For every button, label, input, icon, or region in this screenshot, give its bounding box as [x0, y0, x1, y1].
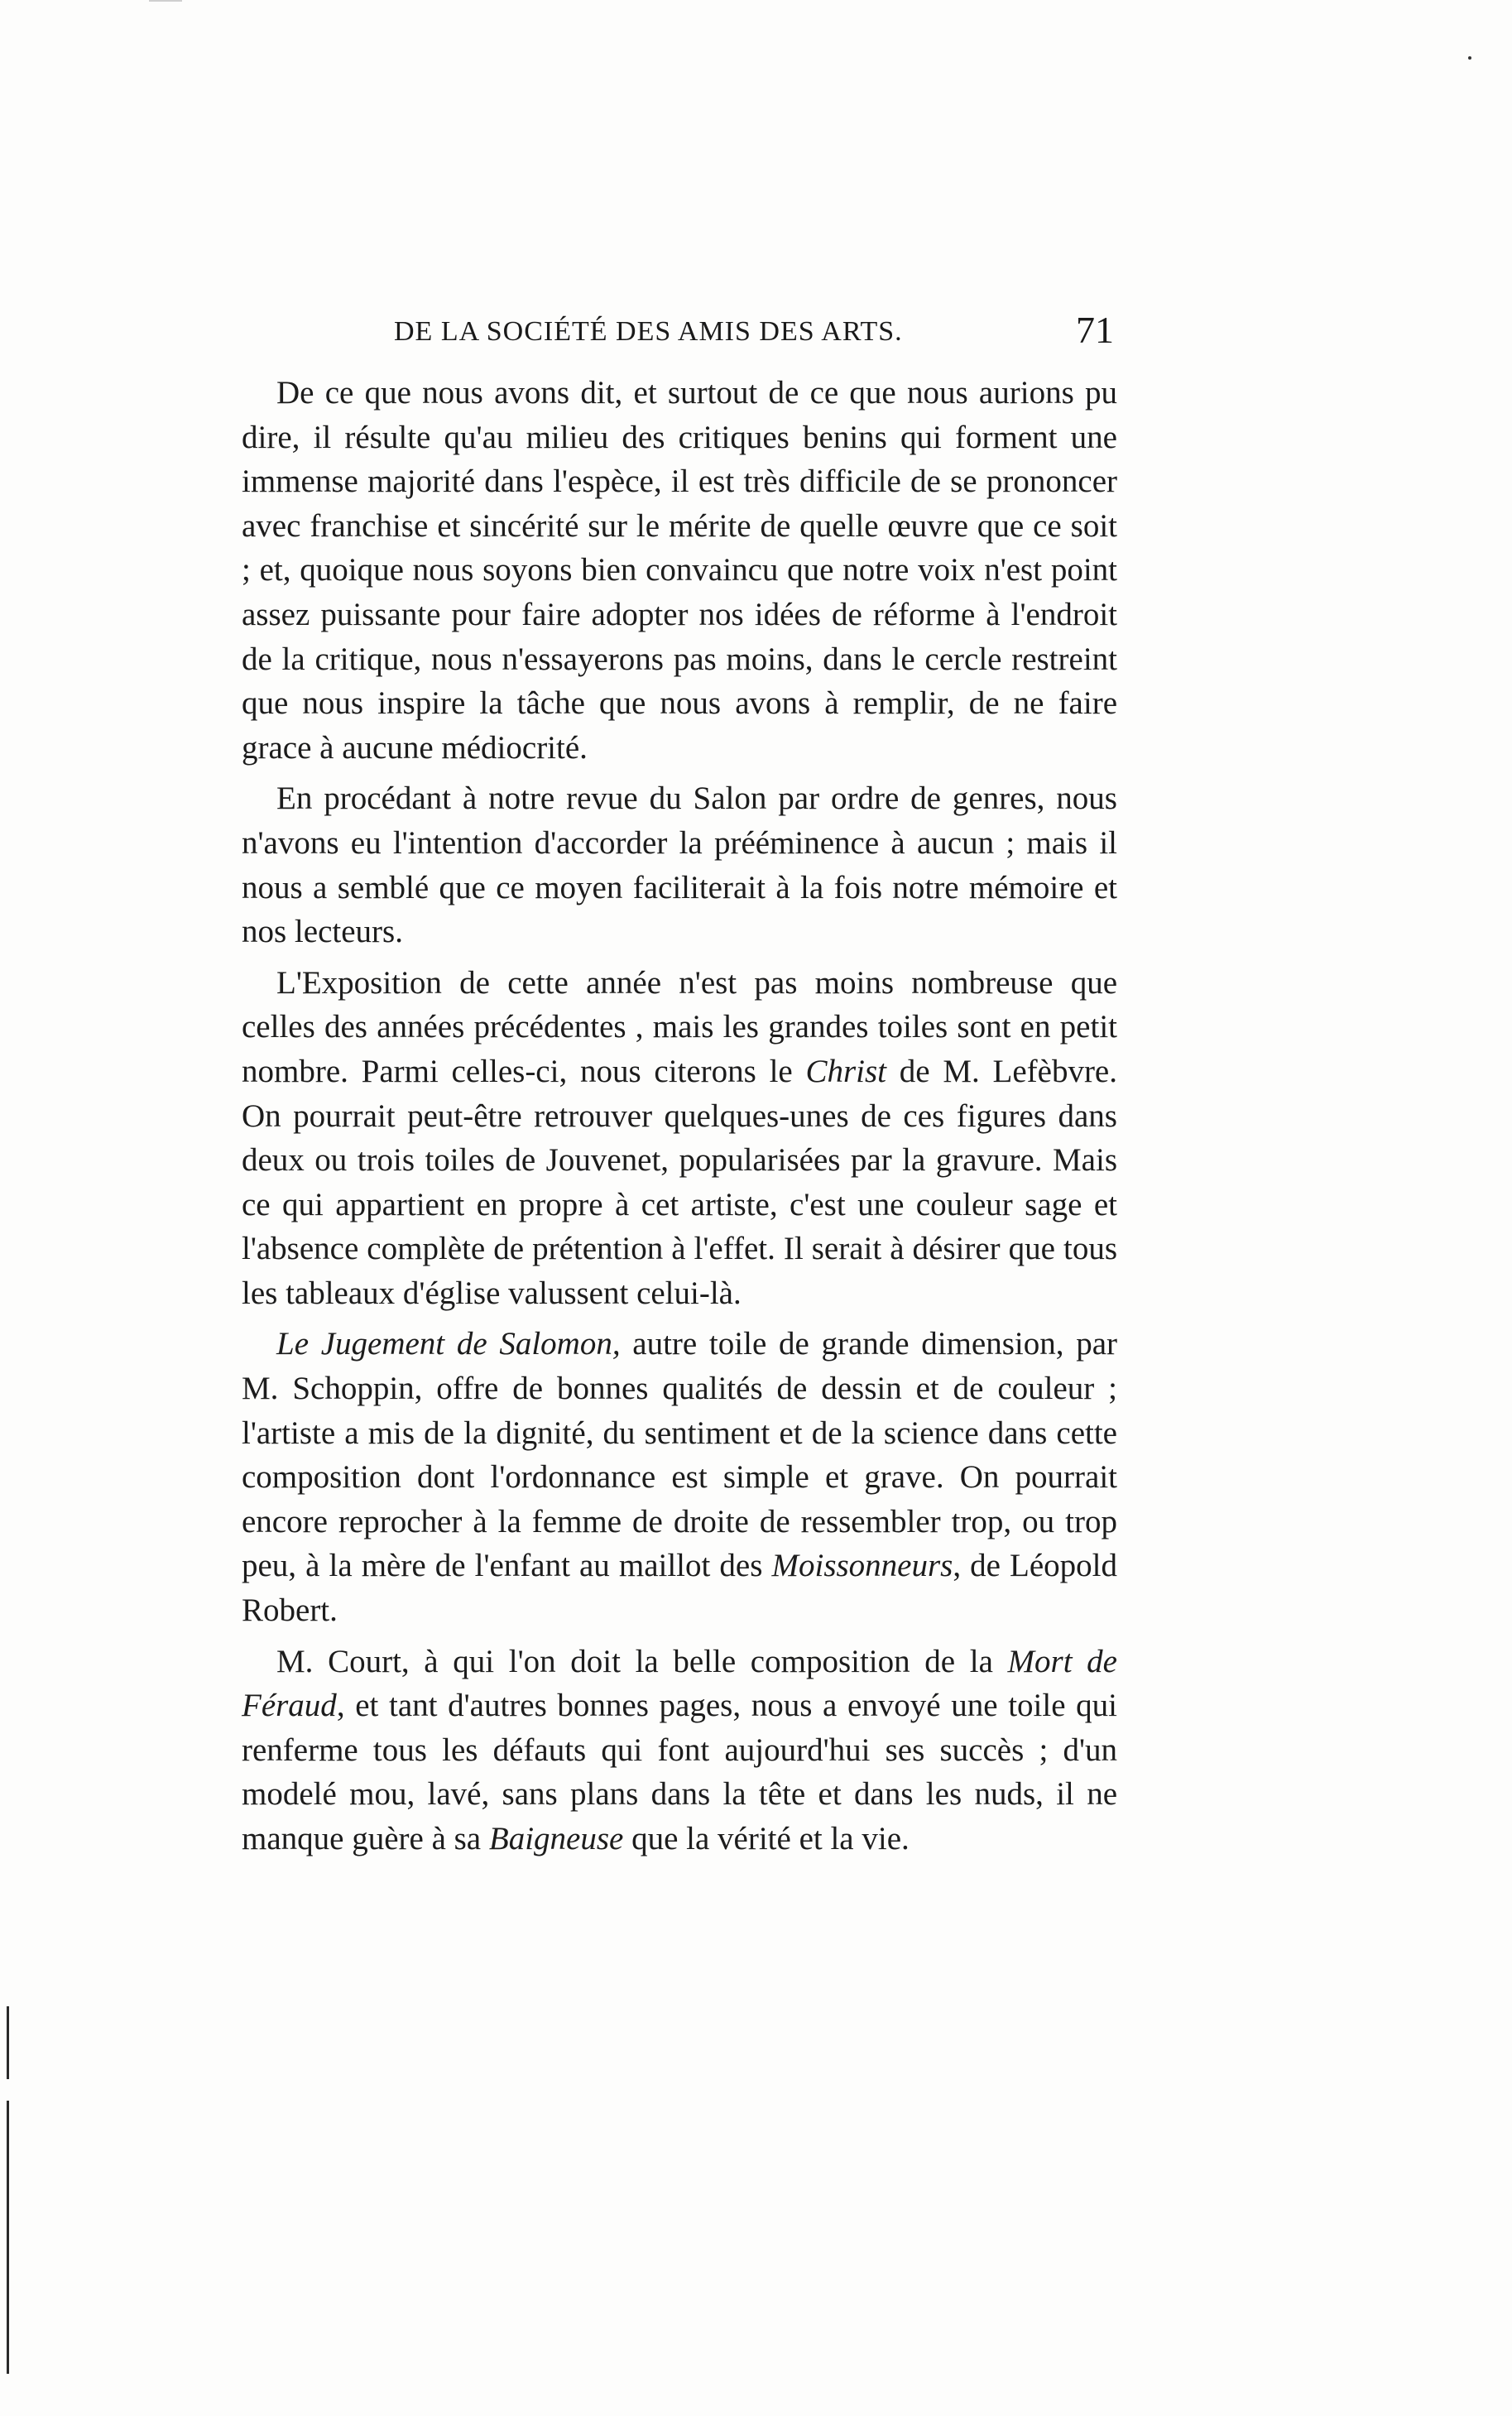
- text-segment: En procédant à notre revue du Salon par ordre de genres, nous n'avons eu l'intention d'accorder la prééminence à aucun ; mais il nous a semblé que ce moyen faciliterait à la fois notre mémoire et nos lecteurs.: [242, 781, 1117, 950]
- paragraph: [242, 1640, 1117, 1861]
- text-segment: M. Court, à qui l'on doit la belle composition de la: [276, 1643, 1008, 1679]
- italic-title: Baigneuse: [488, 1821, 624, 1856]
- running-title: DE LA SOCIÉTÉ DES AMIS DES ARTS.: [394, 316, 903, 347]
- text-segment: De ce que nous avons dit, et surtout de ce que nous aurions pu dire, il résulte qu'au milieu des critiques benins qui forment une immense majorité dans l'espèce, il est très difficile de se prononcer avec franchise et sincérité sur le mérite de quelle œuvre que ce soit ; et, quoique nous soyons bien convaincu que notre voix n'est point assez puissante pour faire adopter nos idées de réforme à l'endroit de la critique, nous n'essayerons pas moins, dans le cercle restreint que nous inspire la tâche que nous avons à remplir, de ne faire grace à aucune médiocrité.: [242, 375, 1117, 766]
- text-segment: , et tant d'autres bonnes pages, nous a envoyé une toile qui renferme tous les défauts qui font aujourd'hui ses succès ; d'un modelé mou, lavé, sans plans dans la tête et dans les nuds, il ne manque guère à sa: [242, 1688, 1117, 1856]
- scan-edge-line: [7, 2006, 9, 2079]
- body-text: [242, 371, 1117, 1868]
- italic-title: Christ: [805, 1053, 887, 1089]
- italic-title: Moissonneurs: [771, 1548, 953, 1584]
- text-segment: autre toile de grande dimension, par M. Schoppin, offre de bonnes qualités de dessin et de couleur ; l'artiste a mis de la dignité, du sentiment et de la science dans cette composition dont l'ordonnance est simple et grave. On pourrait encore reprocher à la femme de droite de ressembler trop, ou trop peu, à la mère de l'enfant au maillot des: [242, 1326, 1117, 1584]
- paragraph: [242, 1322, 1117, 1632]
- italic-title: Le Jugement de Salomon,: [276, 1326, 621, 1362]
- page-header: [245, 309, 1114, 363]
- text-segment: L'Exposition de cette année n'est pas moins nombreuse que celles des années précédentes , mais les grandes toiles sont en petit nombre. Parmi celles-ci, nous citerons le: [242, 964, 1117, 1089]
- scan-edge-mark: [149, 0, 182, 2]
- scan-speck: [1468, 56, 1471, 60]
- paragraph: [242, 776, 1117, 953]
- italic-title: Mort de Féraud: [242, 1643, 1117, 1724]
- paragraph: [242, 371, 1117, 770]
- page-number: 71: [1076, 309, 1114, 351]
- text-segment: , de Léopold Robert.: [242, 1548, 1118, 1629]
- scan-edge-line: [7, 2101, 9, 2374]
- text-segment: que la vérité et la vie.: [623, 1821, 910, 1856]
- paragraph: [242, 961, 1117, 1316]
- text-segment: de M. Lefèbvre. On pourrait peut-être retrouver quelques-unes de ces figures dans deux ou trois toiles de Jouvenet, popularisées par la gravure. Mais ce qui appartient en propre à cet artiste, c'est une couleur sage et l'absence complète de prétention à l'effet. Il serait à désirer que tous les tableaux d'église valussent celui-là.: [242, 1053, 1117, 1311]
